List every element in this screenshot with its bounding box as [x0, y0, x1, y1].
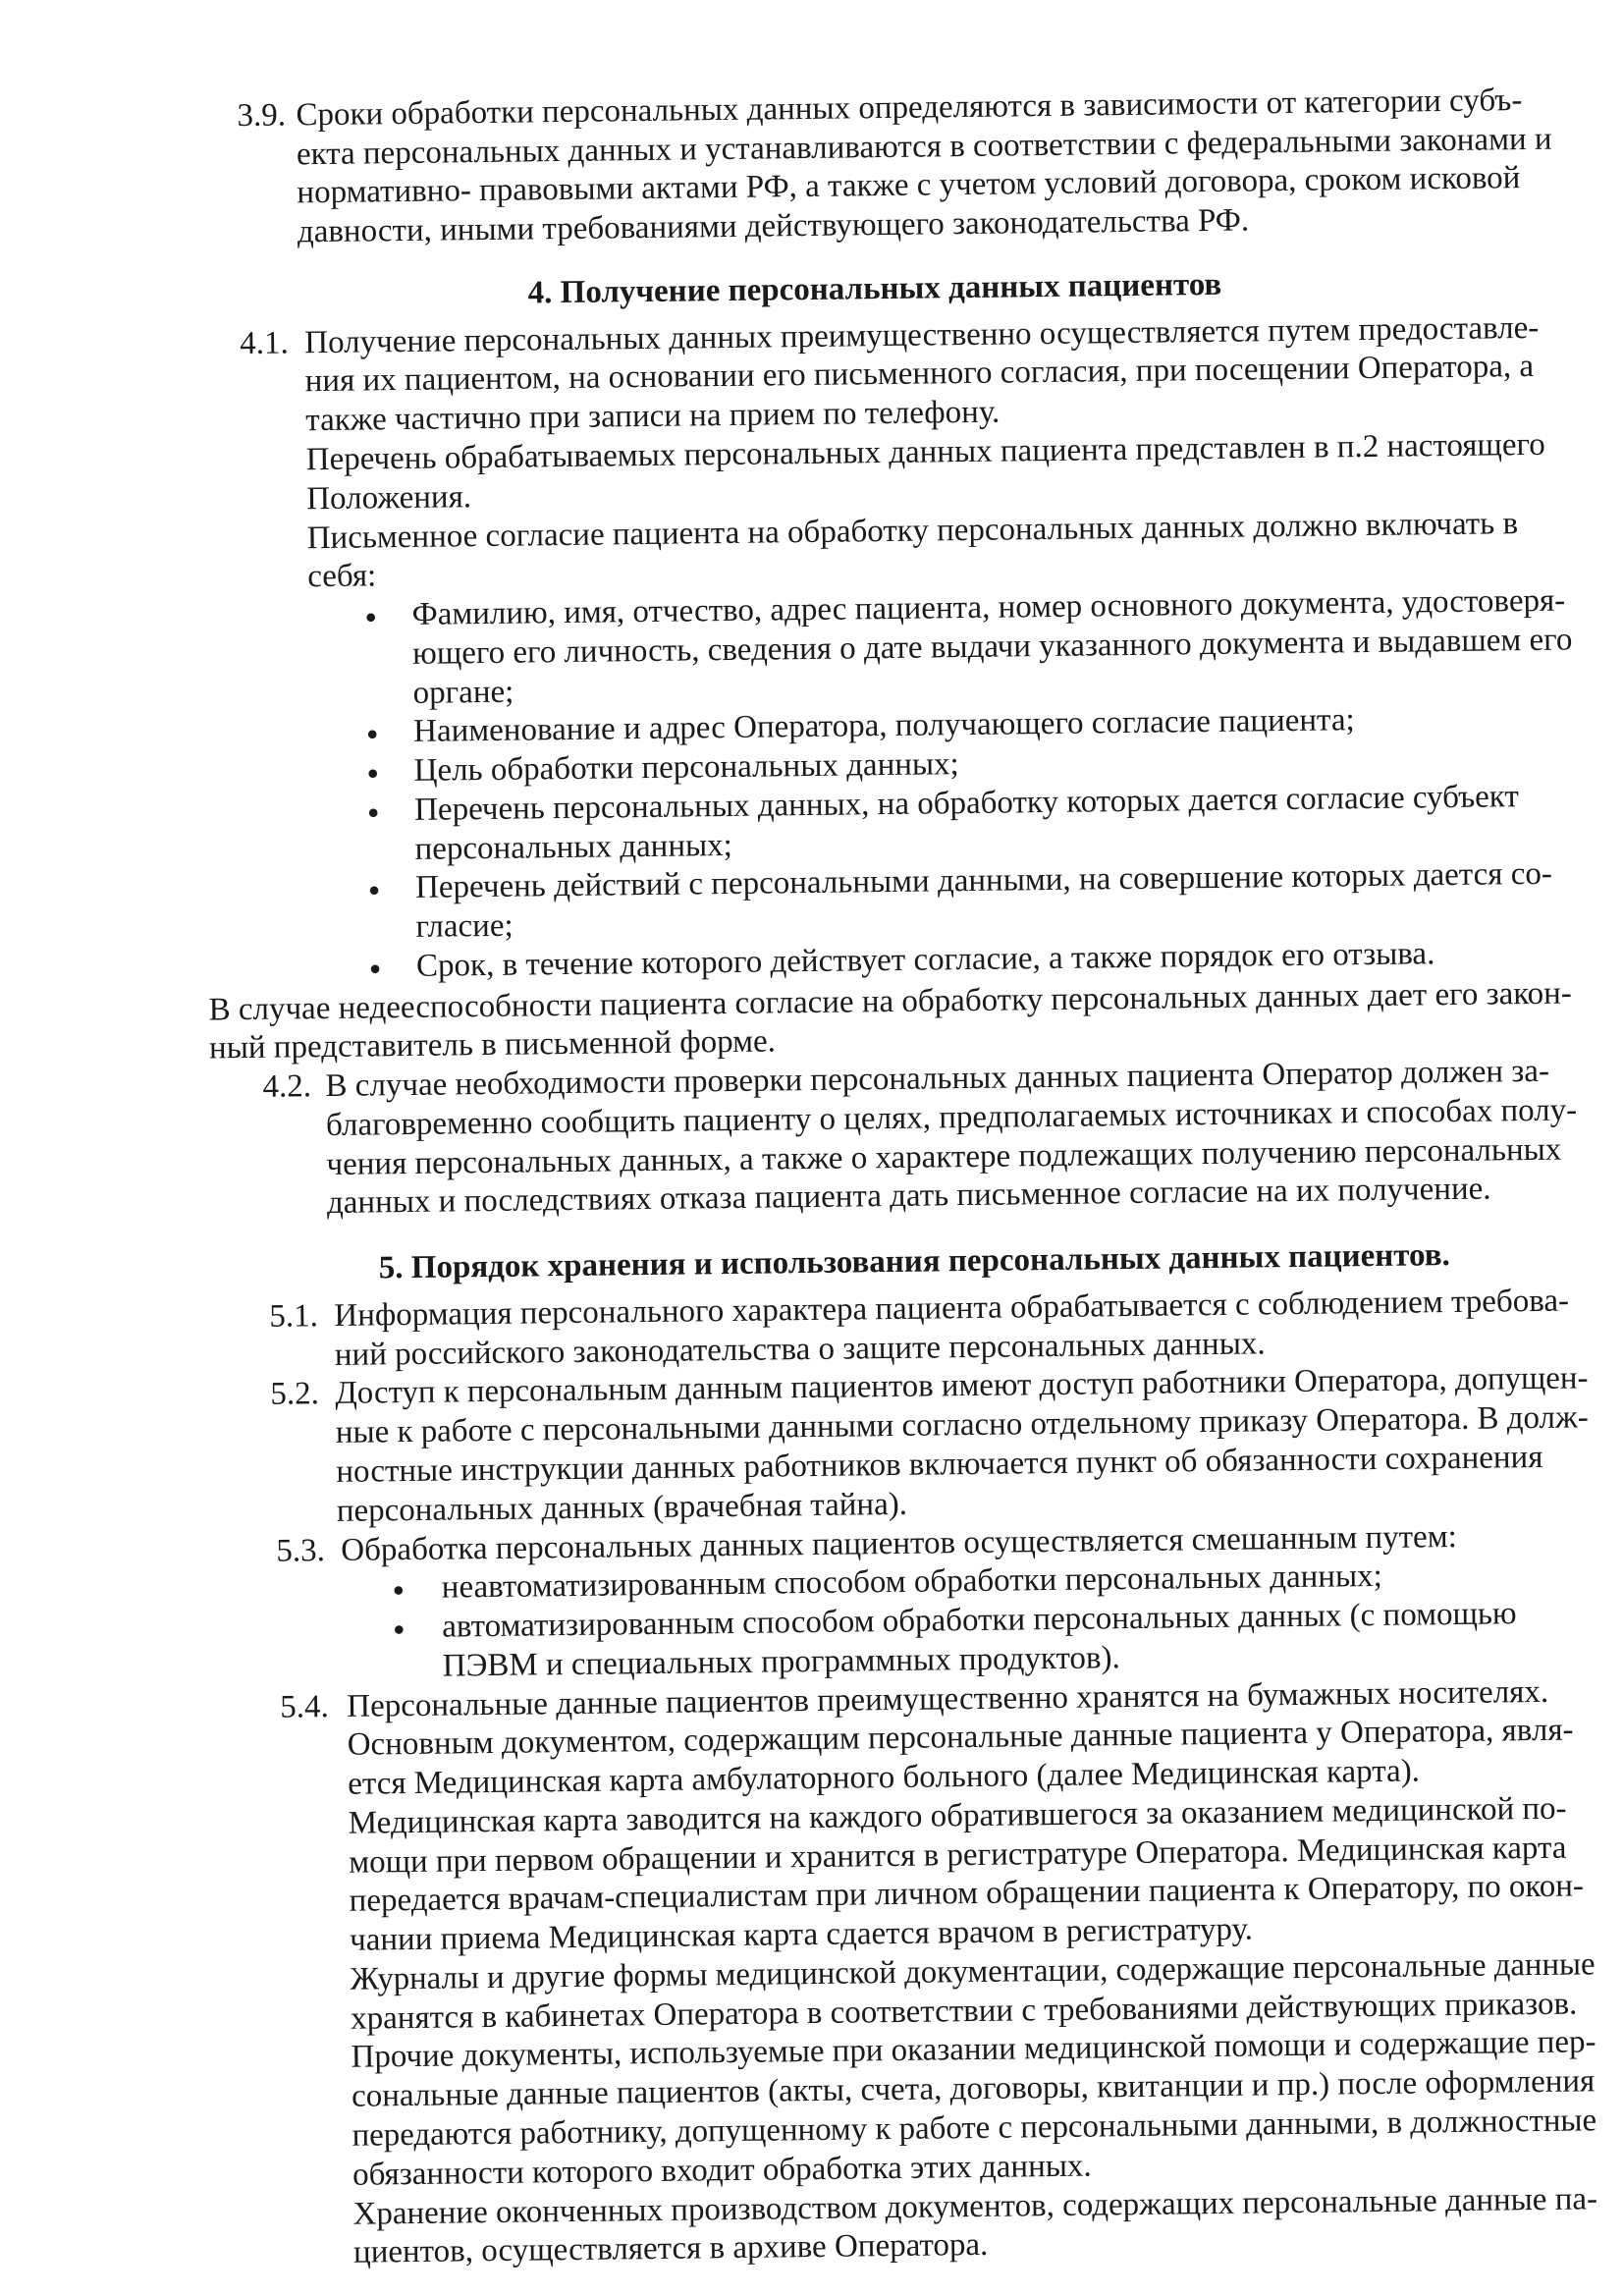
paragraph-line: давности, иными требованиями действующего законодательства РФ. — [297, 202, 1250, 250]
bullet-text: гласие; — [415, 907, 514, 945]
paragraph-line: Журналы и другие формы медицинской документации, содержащие персональные данные — [350, 1946, 1596, 1997]
paragraph-line: В случае недееспособности пациента согласие на обработку персональных данных дает его закон- — [208, 975, 1572, 1028]
paragraph-line: передаются работнику, допущенному к работе с персональными данными, в должностные — [352, 2103, 1597, 2154]
paragraph-line: Перечень обрабатываемых персональных данных пациента представлен в п.2 настоящего — [305, 426, 1545, 478]
section-number: 5.2. — [270, 1376, 320, 1413]
bullet-icon: ● — [393, 1617, 406, 1641]
paragraph-line: Положения. — [306, 478, 472, 517]
bullet-text: Перечень персональных данных, на обработку которых дается согласие субъект — [413, 778, 1520, 828]
paragraph-line: Сроки обработки персональных данных определяются в зависимости от категории субъ- — [296, 82, 1523, 134]
bullet-text: Цель обработки персональных данных; — [413, 746, 959, 790]
bullet-text: ПЭВМ и специальных программных продуктов). — [442, 1639, 1120, 1684]
paragraph-line: сональные данные пациентов (акты, счета, договоры, квитанции и пр.) после оформления — [351, 2063, 1596, 2114]
paragraph-line: Основным документом, содержащим персональные данные пациента у Оператора, явля- — [347, 1712, 1574, 1764]
paragraph-line: Обработка персональных данных пациентов осуществляется смешанным путем: — [341, 1518, 1457, 1568]
paragraph-line: екта персональных данных и устанавливаются в соответствии с федеральными законами и — [296, 121, 1552, 172]
paragraph-line: ний российского законодательства о защите персональных данных. — [334, 1325, 1266, 1373]
bullet-text: Наименование и адрес Оператора, получающего согласие пациента; — [412, 702, 1355, 750]
bullet-text: неавтоматизированным способом обработки персональных данных; — [441, 1558, 1383, 1606]
section-heading: 4. Получение персональных данных пациентов — [527, 266, 1222, 311]
bullet-text: автоматизированным способом обработки персональных данных (с помощью — [442, 1596, 1517, 1645]
section-number: 5.1. — [269, 1298, 319, 1335]
bullet-icon: ● — [367, 879, 381, 902]
paragraph-line: Информация персонального характера пациента обрабатывается с соблюдением требова- — [334, 1283, 1570, 1334]
paragraph-line: Доступ к персональным данным пациентов имеют доступ работники Оператора, допущен- — [335, 1360, 1589, 1412]
bullet-text: Перечень действий с персональными данными, на совершение которых дается со- — [414, 856, 1553, 906]
paragraph-line: ный представитель в письменной форме. — [208, 1023, 777, 1066]
paragraph-line: циентов, осуществляется в архиве Оператора. — [352, 2227, 989, 2270]
bullet-icon: ● — [392, 1579, 406, 1602]
paragraph-line: чании приема Медицинская карта сдается врачом в регистратуру. — [349, 1911, 1254, 1958]
bullet-icon: ● — [366, 762, 379, 785]
paragraph-line: Прочие документы, используемые при оказании медицинской помощи и содержащие пер- — [351, 2024, 1596, 2076]
section-number: 5.3. — [276, 1532, 326, 1569]
paragraph-line: ется Медицинская карта амбулаторного больного (далее Медицинская карта). — [348, 1753, 1421, 1802]
paragraph-line: также частично при записи на прием по телефону. — [305, 394, 1001, 439]
paragraph-line: хранятся в кабинетах Оператора в соответствии с требованиями действующих приказов. — [350, 1986, 1578, 2037]
paragraph-line: ния их пациентом, на основании его письменного согласия, при посещении Оператора, а — [304, 349, 1535, 400]
paragraph-line: чения персональных данных, а также о характере подлежащих получению персональных — [326, 1131, 1562, 1182]
paragraph-line: Хранение оконченных производством документов, содержащих персональные данные па- — [352, 2180, 1598, 2232]
paragraph-line: Медицинская карта заводится на каждого обратившегося за оказанием медицинской по- — [348, 1790, 1567, 1841]
paragraph-line: Персональные данные пациентов преимущественно хранятся на бумажных носителях. — [347, 1673, 1549, 1724]
paragraph-line: персональных данных (врачебная тайна). — [336, 1486, 908, 1529]
bullet-icon: ● — [367, 801, 380, 824]
paragraph-line: благовременно сообщить пациенту о целях, предполагаемых источниках и способах полу- — [325, 1092, 1578, 1143]
bullet-text: ющего его личность, сведения о дате выдачи указанного документа и выдавшем его — [411, 622, 1573, 672]
bullet-icon: ● — [368, 957, 382, 980]
paragraph-line: обязанности которого входит обработка этих данных. — [352, 2148, 1092, 2193]
bullet-text: Фамилию, имя, отчество, адрес пациента, номер основного документа, удостоверя- — [411, 582, 1566, 632]
paragraph-line: данных и последствиях отказа пациента дать письменное согласие на их получение. — [326, 1171, 1491, 1222]
section-number: 4.2. — [262, 1068, 312, 1105]
bullet-text: Срок, в течение которого действует согласие, а также порядок его отзыва. — [415, 936, 1435, 984]
section-heading: 5. Порядок хранения и использования персональных данных пациентов. — [378, 1237, 1451, 1286]
paragraph-line: ностные инструкции данных работников включается пункт об обязанности сохранения — [336, 1439, 1543, 1490]
paragraph-line: Письменное согласие пациента на обработку персональных данных должно включать в — [306, 505, 1519, 556]
section-number: 5.4. — [280, 1688, 329, 1725]
section-number: 4.1. — [240, 325, 290, 361]
paragraph-line: ные к работе с персональными данными согласно отдельному приказу Оператора. В долж- — [335, 1399, 1589, 1451]
paragraph-line: В случае необходимости проверки персональных данных пациента Оператор должен за- — [325, 1053, 1550, 1105]
paragraph-line: себя: — [306, 558, 377, 595]
bullet-text: органе; — [412, 674, 514, 711]
section-number: 3.9. — [237, 97, 287, 134]
paragraph-line: мощи при первом обращении и хранится в регистратуре Оператора. Медицинская карта — [348, 1830, 1567, 1881]
bullet-icon: ● — [366, 723, 379, 745]
bullet-text: персональных данных; — [414, 827, 733, 867]
paragraph-line: Получение персональных данных преимущественно осуществляется путем предоставле- — [304, 309, 1540, 360]
bullet-icon: ● — [364, 606, 377, 629]
paragraph-line: передается врачам-специалистам при личном обращении пациента к Оператору, по окон- — [349, 1868, 1585, 1920]
paragraph-line: нормативно- правовыми актами РФ, а также с учетом условий договора, сроком исковой — [297, 160, 1521, 211]
